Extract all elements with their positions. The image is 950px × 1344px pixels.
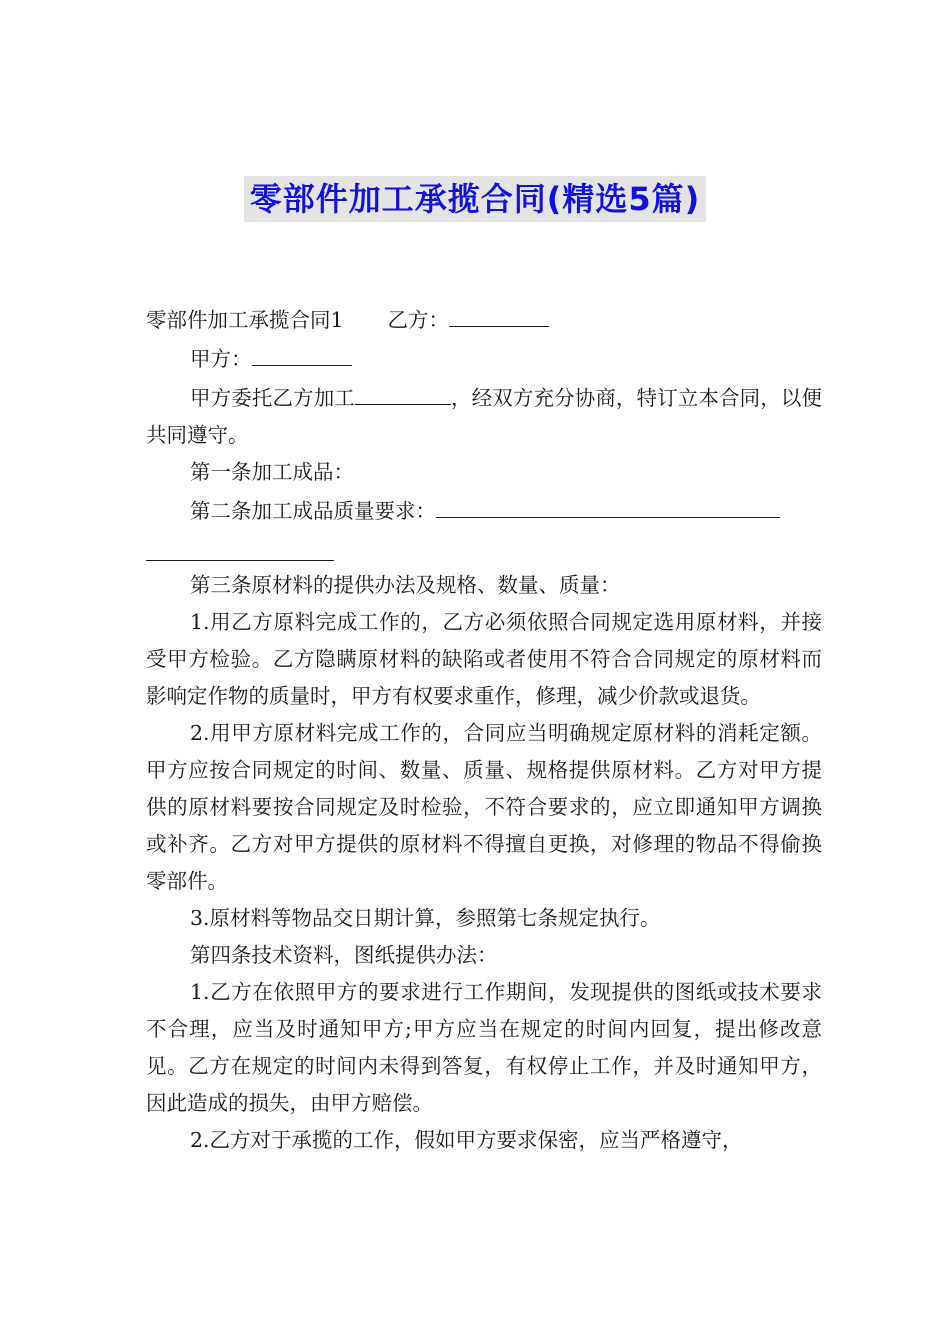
article-4-item-2: 2.乙方对于承揽的工作，假如甲方要求保密，应当严格遵守，: [190, 1128, 743, 1152]
article-2-label: 第二条加工成品质量要求：: [190, 499, 436, 523]
article-2-blank: [436, 491, 780, 518]
article-3-item-3: 3.原材料等物品交日期计算，参照第七条规定执行。: [190, 906, 661, 930]
party-a-blank: [252, 339, 352, 366]
party-b-label: 乙方：: [387, 308, 450, 332]
doc-label: 零部件加工承揽合同1: [146, 308, 344, 332]
article-2-blank-line: [146, 530, 822, 567]
party-b-blank: [449, 300, 549, 327]
document-body: [146, 300, 822, 1159]
article-2: [146, 491, 822, 530]
commission-text-after: ，经双方充分协商，特订立本合同，以便共同遵守。: [146, 386, 823, 447]
commission-text-before: 甲方委托乙方加工: [190, 386, 355, 410]
party-a-line: [146, 339, 822, 378]
article-3-heading: 第三条原材料的提供办法及规格、数量、质量：: [190, 573, 621, 597]
intro-line: [146, 300, 822, 339]
article-4-item-1: 1.乙方在依照甲方的要求进行工作期间，发现提供的图纸或技术要求不合理，应当及时通知甲方;甲方应当在规定的时间内回复，提出修改意见。乙方在规定的时间内未得到答复，有权停止工作，并及时通知甲方，因此造成的损失，由甲方赔偿。: [146, 980, 822, 1115]
commission-blank: [355, 378, 451, 405]
article-2-blank-continued: [146, 534, 334, 561]
document-title: 零部件加工承揽合同(精选5篇): [244, 176, 707, 222]
article-3-item-2: 2.用甲方原材料完成工作的，合同应当明确规定原材料的消耗定额。甲方应按合同规定的时间、数量、质量、规格提供原材料。乙方对甲方提供的原材料要按合同规定及时检验，不符合要求的，应立即通知甲方调换或补齐。乙方对甲方提供的原材料不得擅自更换，对修理的物品不得偷换零部件。: [146, 721, 822, 893]
article-3-item-1: 1.用乙方原料完成工作的，乙方必须依照合同规定选用原材料，并接受甲方检验。乙方隐瞒原材料的缺陷或者使用不符合合同规定的原材料而影响定作物的质量时，甲方有权要求重作，修理，减少价款或退货。: [146, 610, 822, 708]
party-a-label: 甲方：: [190, 347, 252, 371]
commission-paragraph: [146, 378, 822, 454]
article-4-heading: 第四条技术资料，图纸提供办法：: [190, 943, 498, 967]
article-1: 第一条加工成品：: [190, 460, 354, 484]
